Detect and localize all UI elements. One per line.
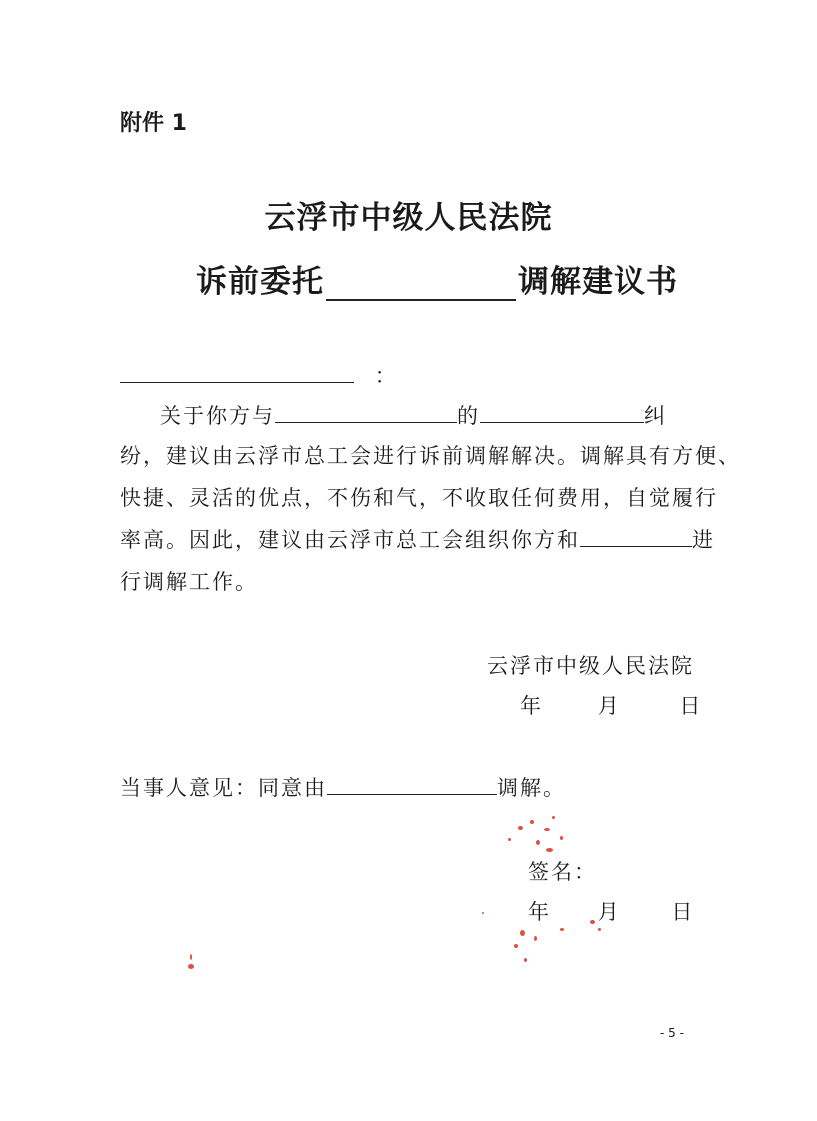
day-label: 日	[679, 694, 703, 718]
addressee-blank	[120, 364, 354, 383]
month-label: 月	[597, 694, 621, 718]
p1-text-a: 关于你方与	[160, 404, 275, 428]
document-title	[196, 256, 678, 301]
year-label: 年	[528, 900, 551, 924]
opinion-suffix: 调解。	[497, 776, 566, 800]
p4-text-b: 进	[692, 528, 715, 552]
paragraph-line-1	[160, 400, 667, 430]
day-label: 日	[671, 900, 695, 924]
paragraph-line-3: 快捷、灵活的优点，不伤和气，不收取任何费用，自觉履行	[120, 486, 718, 510]
page-number: - 5 -	[660, 1026, 684, 1040]
p4-text-a: 率高。因此，建议由云浮市总工会组织你方和	[120, 528, 580, 552]
attachment-label: 附件 1	[120, 111, 187, 136]
counterparty-blank	[580, 528, 692, 547]
salutation-colon: ：	[374, 364, 398, 388]
signature-label: 签名：	[528, 860, 597, 884]
month-label: 月	[597, 900, 621, 924]
title-prefix: 诉前委托	[196, 264, 324, 300]
year-label: 年	[520, 694, 543, 718]
court-date	[520, 690, 702, 720]
party-blank	[275, 404, 457, 423]
party-opinion	[120, 772, 566, 802]
party-date	[528, 896, 694, 926]
p1-text-c: 纠	[644, 404, 667, 428]
dispute-type-blank	[480, 404, 644, 423]
court-signature: 云浮市中级人民法院	[487, 654, 694, 678]
court-title: 云浮市中级人民法院	[264, 200, 553, 236]
mediator-blank	[327, 776, 497, 795]
salutation-line	[120, 360, 398, 390]
paragraph-line-4	[120, 524, 715, 554]
paragraph-line-5: 行调解工作。	[120, 570, 258, 594]
title-suffix: 调解建议书	[518, 264, 678, 300]
p1-text-b: 的	[457, 404, 480, 428]
paragraph-line-2: 纷，建议由云浮市总工会进行诉前调解解决。调解具有方便、	[120, 444, 741, 468]
opinion-prefix: 当事人意见：同意由	[120, 776, 327, 800]
title-blank-line	[326, 271, 516, 301]
